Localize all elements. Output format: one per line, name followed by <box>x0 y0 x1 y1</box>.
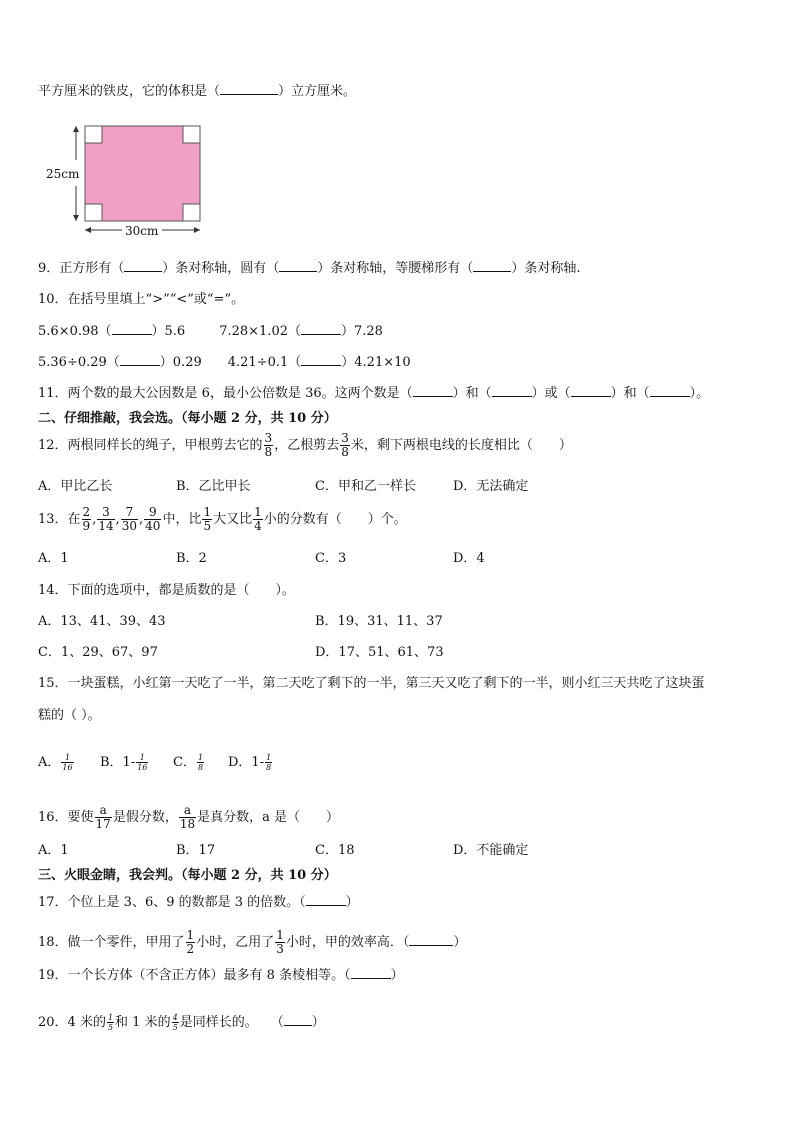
option-b[interactable]: B．乙比甲长 <box>176 479 251 494</box>
option-c[interactable]: C．甲和乙一样长 <box>315 479 416 494</box>
fraction: $\frac{a}{18}$ <box>179 803 196 831</box>
corner-square <box>183 126 200 143</box>
arrow-right-icon <box>194 227 200 233</box>
answer-blank[interactable] <box>306 893 346 906</box>
question-10-row-2: 5.36÷0.29（ ）0.29 4.21÷0.1（ ）4.21×10 <box>38 355 411 370</box>
arrow-down-icon <box>73 215 79 221</box>
section-3-heading: 三、火眼金睛，我会判。（每小题 2 分，共 10 分） <box>38 868 337 883</box>
option-b[interactable]: B．17 <box>176 843 216 858</box>
corner-square <box>183 204 200 221</box>
width-label: 30cm <box>125 224 159 238</box>
answer-blank[interactable] <box>473 259 511 272</box>
option-b[interactable]: B．1- $\frac{1}{16}$ <box>100 753 148 772</box>
fraction: $\frac{2}{9}$ <box>82 505 91 533</box>
arrow-left-icon <box>85 227 91 233</box>
answer-blank[interactable] <box>409 933 453 946</box>
option-c[interactable]: C．18 <box>315 843 355 858</box>
question-11: 11．两个数的最大公因数是 6，最小公倍数是 36。这两个数是（ ）和（ ）或（ ）和（ ）。 <box>38 386 710 401</box>
question-17: 17．个位上是 3、6、9 的数都是 3 的倍数。（ ） <box>38 895 359 910</box>
question-14-stem: 14．下面的选项中，都是质数的是（ ）。 <box>38 583 296 598</box>
fraction: $\frac{1}{2}$ <box>186 928 195 956</box>
section-2-heading: 二、仔细推敲，我会选。（每小题 2 分，共 10 分） <box>38 411 337 426</box>
sheet-figure <box>40 118 210 244</box>
fraction: $\frac{3}{14}$ <box>98 505 114 533</box>
question-10-row-1: 5.6×0.98（ ）5.6 7.28×1.02（ ）7.28 <box>38 324 383 339</box>
fraction: $\frac{1}{16}$ <box>62 753 73 772</box>
question-12: 12．两根同样长的绳子，甲根剪去它的 $\frac{3}{8}$ ，乙根剪去 $\frac{3}{8}$ 米，剩下两根电线的长度相比（ ） <box>38 431 572 459</box>
fraction: $\frac{1}{4}$ <box>254 505 262 533</box>
fraction: $\frac{1}{8}$ <box>266 753 272 772</box>
option-d[interactable]: D．不能确定 <box>453 843 529 858</box>
answer-blank[interactable] <box>301 322 341 335</box>
option-a[interactable]: A．甲比乙长 <box>38 479 113 494</box>
option-d[interactable]: D．1- $\frac{1}{8}$ <box>228 753 272 772</box>
corner-square <box>85 126 102 143</box>
fraction: $\frac{3}{8}$ <box>341 431 349 459</box>
fraction: $\frac{7}{30}$ <box>121 505 138 533</box>
option-a[interactable]: A．1 <box>38 551 69 566</box>
option-d[interactable]: D．17、51、61、73 <box>315 645 444 660</box>
answer-blank[interactable] <box>571 384 611 397</box>
answer-blank[interactable] <box>492 384 532 397</box>
question-20: 20．4 米的 $\frac{1}{5}$ 和 1 米的 $\frac{4}{5}$ 是同样长的。 （ ） <box>38 1013 325 1032</box>
option-b[interactable]: B．2 <box>176 551 207 566</box>
option-c[interactable]: C．3 <box>315 551 347 566</box>
corner-square <box>85 204 102 221</box>
fraction: $\frac{1}{3}$ <box>276 928 284 956</box>
answer-blank[interactable] <box>351 966 391 979</box>
option-c[interactable]: C． $\frac{1}{8}$ <box>173 753 204 772</box>
option-a[interactable]: A．13、41、39、43 <box>38 614 166 629</box>
fraction: $\frac{3}{8}$ <box>264 431 273 459</box>
fraction: $\frac{1}{5}$ <box>107 1013 114 1032</box>
question-9: 9．正方形有（ ）条对称轴，圆有（ ）条对称轴，等腰梯形有（ ）条对称轴. <box>38 261 581 276</box>
question-18: 18．做一个零件，甲用了 $\frac{1}{2}$ 小时，乙用了 $\frac{1}{3}$ 小时，甲的效率高．（ ） <box>38 928 467 956</box>
option-a[interactable]: A． $\frac{1}{16}$ <box>38 753 73 772</box>
fraction: $\frac{1}{8}$ <box>197 753 204 772</box>
fraction: $\frac{9}{40}$ <box>145 505 161 533</box>
option-c[interactable]: C．1、29、67、97 <box>38 645 158 660</box>
option-d[interactable]: D．无法确定 <box>453 479 529 494</box>
option-d[interactable]: D．4 <box>453 551 485 566</box>
question-15-line-1: 15．一块蛋糕，小红第一天吃了一半，第二天吃了剩下的一半，第三天又吃了剩下的一半，则小红三天共吃了这块蛋 <box>38 676 705 691</box>
answer-blank[interactable] <box>301 353 341 366</box>
fraction: $\frac{4}{5}$ <box>172 1013 178 1032</box>
fraction: $\frac{a}{17}$ <box>95 803 111 831</box>
answer-blank[interactable] <box>279 259 317 272</box>
answer-blank[interactable] <box>220 82 278 95</box>
cut-corner-diagram <box>40 118 210 240</box>
question-13: 13．在 $\frac{2}{9}$ , $\frac{3}{14}$ , $\frac{7}{30}$ , $\frac{9}{40}$ 中，比 $\frac{1}{5}$ 大又比 $\frac{1}{4}$ 小的分数有（ ）个。 <box>38 505 407 533</box>
question-19: 19．一个长方体（不含正方体）最多有 8 条棱相等。（ ） <box>38 968 404 983</box>
answer-blank[interactable] <box>124 259 162 272</box>
fraction: $\frac{1}{5}$ <box>203 505 212 533</box>
answer-blank[interactable] <box>120 353 160 366</box>
fraction: $\frac{1}{16}$ <box>137 753 148 772</box>
answer-blank[interactable] <box>284 1013 312 1026</box>
arrow-up-icon <box>73 126 79 132</box>
height-label: 25cm <box>46 167 80 181</box>
answer-blank[interactable] <box>413 384 453 397</box>
answer-blank[interactable] <box>650 384 690 397</box>
answer-blank[interactable] <box>112 322 152 335</box>
question-15-line-2: 糕的（ ）。 <box>38 708 101 723</box>
question-16: 16．要使 $\frac{a}{17}$ 是假分数， $\frac{a}{18}$ 是真分数，a 是（ ） <box>38 803 340 831</box>
q8-tail: 平方厘米的铁皮，它的体积是（ ）立方厘米。 <box>38 84 357 99</box>
option-b[interactable]: B．19、31、11、37 <box>315 614 443 629</box>
question-10-stem: 10．在括号里填上“>”“<”或“=”。 <box>38 292 245 307</box>
option-a[interactable]: A．1 <box>38 843 69 858</box>
